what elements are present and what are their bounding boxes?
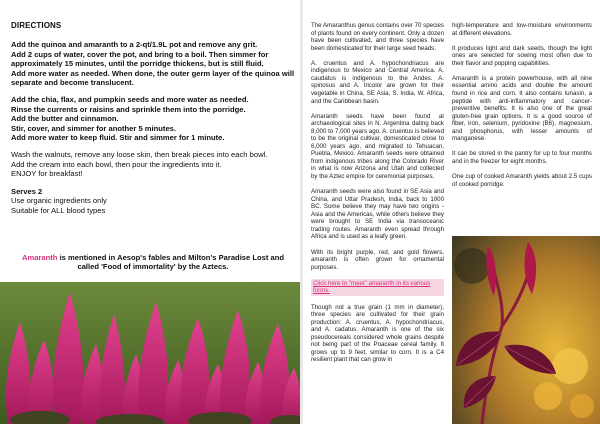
- article-paragraph: Amaranth seeds were also found in SE Asia and China, and Uttar Pradesh, India, back to 1000 BC. Some believe they may have two origins - Asia and the Americas, while others believe they were brought to SE India via transoceanic trading routes. Amaranth even spread through Africa and is used as a leafy green.: [311, 188, 444, 241]
- amaranth-field-illustration: [0, 282, 300, 424]
- steps-block-2: [11, 95, 297, 142]
- amaranth-plant-illustration: [452, 236, 600, 424]
- directions-heading: DIRECTIONS: [11, 21, 62, 30]
- note-line: Suitable for ALL blood types: [11, 205, 106, 215]
- article-paragraph: high-temperature and low-moisture environments at different elevations.: [452, 22, 592, 37]
- quote-text: is mentioned in Aesop's fables and Milton's Paradise Lost and called 'Food of immortality' by the Aztecs.: [57, 253, 284, 272]
- step-line: ENJOY for breakfast!: [11, 169, 83, 179]
- step-line: Add the cream into each bowl, then pour the ingredients into it.: [11, 159, 222, 169]
- serving-notes: [11, 187, 297, 215]
- step-line: Add more water to keep fluid. Stir and simmer for 1 minute.: [11, 133, 225, 143]
- amaranth-field-photo: [0, 282, 300, 424]
- page-gutter: [300, 0, 303, 424]
- steps-block-3: [11, 150, 297, 178]
- amaranth-plant-photo: [452, 236, 600, 424]
- serves-label: Serves 2: [11, 186, 43, 196]
- article-paragraph: Though not a true grain (1 mm in diameter), three species are cultivated for their grain production: A. cruentus, A. hypochondriacus, and A. cadatus. Amaranth is one of the six pseudocereals considered whole grains despite not being part of the Poaceae cereal family. It grows up to 9 feet, similar to corn. It is a C4 resilient plant that can grow in: [311, 303, 444, 364]
- article-column-1: [311, 22, 444, 371]
- article-paragraph: Amaranth seeds have been found at archaeological sites in N. Argentina dating back 8,000 to 7,000 years ago. A. cruentus is believed to be the original cultivar, domesticated close to 6,000 years ago, and migrated to Tehuacan, Puebla, Mexico. Amaranth seeds were obtained from indigenous tribes along the Colorado River in what is now Arizona and Utah and collected by the Aztec empire for ceremonial purposes.: [311, 112, 444, 181]
- article-paragraph: It can be stored in the pantry for up to four months and in the freezer for eight months.: [452, 150, 592, 165]
- directions-section: [11, 21, 297, 215]
- steps-block-1: [11, 40, 297, 87]
- article-paragraph: The Amaranthus genus contains over 70 species of plants found on every continent. Only a dozen have been cultivated, and three species have been domesticated for their large seed heads.: [311, 22, 444, 52]
- quote-highlight: Amaranth: [22, 253, 58, 262]
- step-line: Add more water as needed. When done, the outer germ layer of the quinoa will separate and become translucent.: [11, 68, 295, 88]
- step-line: Stir, cover, and simmer for another 5 minutes.: [11, 123, 177, 133]
- note-line: Use organic ingredients only: [11, 196, 107, 206]
- article-paragraph: One cup of cooked Amaranth yields about 2.5 cups of cooked porridge.: [452, 173, 592, 188]
- step-line: Add 2 cups of water, cover the pot, and bring to a boil. Then simmer for approximately 15 minutes, until the porridge thickens, but is still fluid.: [11, 49, 269, 69]
- step-line: Add the quinoa and amaranth to a 2-qt/1.9L pot and remove any grit.: [11, 40, 258, 50]
- step-line: Rinse the currents or raisins and sprinkle them into the porridge.: [11, 104, 246, 114]
- step-line: Wash the walnuts, remove any loose skin, then break pieces into each bowl.: [11, 150, 268, 160]
- step-line: Add the chia, flax, and pumpkin seeds and more water as needed.: [11, 95, 249, 105]
- step-line: Add the butter and cinnamon.: [11, 114, 119, 124]
- article-paragraph: With its bright purple, red, and gold flowers, amaranth is often grown for ornamental purposes.: [311, 248, 444, 271]
- article-column-2: [452, 22, 592, 196]
- meet-amaranth-link[interactable]: Click here to "meet" amaranth in its various forms.: [311, 279, 444, 296]
- article-paragraph: A. cruentus and A. hypochondriacus are indigenous to Mexico and Central America. A. caudatus is indigenous to the Andes. A. spinosus and A. tricolor are grown for their vegetable in China, SE Asia, S. India, W. Africa, and the Caribbean basin.: [311, 59, 444, 105]
- article-paragraph: It produces light and dark seeds, though the light ones are selected for sowing most often due to their flavor and popping capabilities.: [452, 44, 592, 67]
- amaranth-quote: [12, 253, 294, 272]
- article-paragraph: Amaranth is a protein powerhouse, with all nine essential amino acids and double the amount found in rice and corn. It also contains lunasin, a peptide with anti-inflammatory and cancer-preventive benefits. It is also one of the great gluten-free grain options. It is a good source of fiber, iron, selenium, pyridoxine (B6), magnesium, and phosphorus, with lesser amounts of manganese.: [452, 74, 592, 143]
